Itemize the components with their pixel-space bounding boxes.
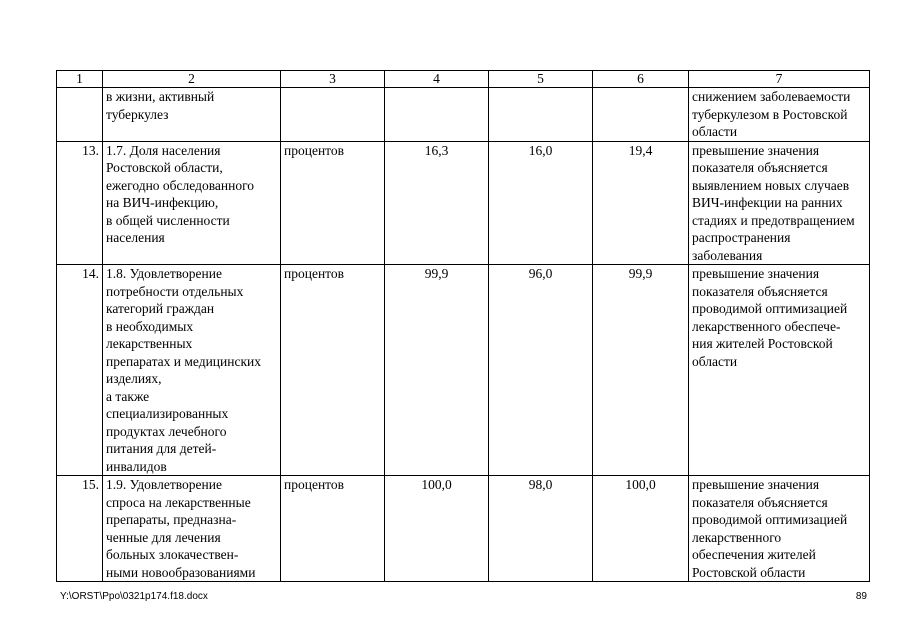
indicator-table [56,70,870,582]
value-cell-col4: 16,3 [385,141,489,265]
column-header-5: 5 [489,71,593,88]
indicator-cell: 1.9. Удовлетворение спроса на лекарственные препараты, предназна- ченные для лечения больных злокачествен- ными новообразованиями [103,476,281,582]
comment-cell: превышение значения показателя объясняется выявлением новых случаев ВИЧ-инфекции на ранних стадиях и предотвращением распространения заболевания [689,141,870,265]
page-number: 89 [855,591,867,602]
indicator-cell: 1.7. Доля населения Ростовской области, ежегодно обследованного на ВИЧ-инфекцию, в общей численности населения [103,141,281,265]
table-row [57,265,870,476]
comment-cell: превышение значения показателя объясняется проводимой оптимизацией лекарственного обеспече- ния жителей Ростовской области [689,265,870,476]
header-row [57,71,870,88]
row-number-cell: 14. [57,265,103,476]
indicator-cell: 1.8. Удовлетворение потребности отдельных категорий граждан в необходимых лекарственных препаратах и медицинских изделиях, а также специализированных продуктах лечебного питания для детей- инвалидов [103,265,281,476]
comment-cell: превышение значения показателя объясняется проводимой оптимизацией лекарственного обеспечения жителей Ростовской области [689,476,870,582]
value-cell-col6 [593,88,689,142]
table-row [57,476,870,582]
column-header-7: 7 [689,71,870,88]
value-cell-col6: 99,9 [593,265,689,476]
unit-cell: процентов [281,265,385,476]
column-header-4: 4 [385,71,489,88]
unit-cell: процентов [281,141,385,265]
column-header-3: 3 [281,71,385,88]
row-number-cell: 13. [57,141,103,265]
unit-cell [281,88,385,142]
table-row-continuation [57,88,870,142]
file-path-footer: Y:\ORST\Ppo\0321p174.f18.docx [60,591,208,602]
value-cell-col5: 16,0 [489,141,593,265]
value-cell-col5: 96,0 [489,265,593,476]
row-number-cell: 15. [57,476,103,582]
column-header-2: 2 [103,71,281,88]
value-cell-col4 [385,88,489,142]
value-cell-col6: 19,4 [593,141,689,265]
value-cell-col5: 98,0 [489,476,593,582]
table-row [57,141,870,265]
value-cell-col6: 100,0 [593,476,689,582]
column-header-1: 1 [57,71,103,88]
value-cell-col4: 99,9 [385,265,489,476]
unit-cell: процентов [281,476,385,582]
indicator-cell: в жизни, активный туберкулез [103,88,281,142]
value-cell-col4: 100,0 [385,476,489,582]
comment-cell: снижением заболеваемости туберкулезом в Ростовской области [689,88,870,142]
row-number-cell [57,88,103,142]
value-cell-col5 [489,88,593,142]
column-header-6: 6 [593,71,689,88]
